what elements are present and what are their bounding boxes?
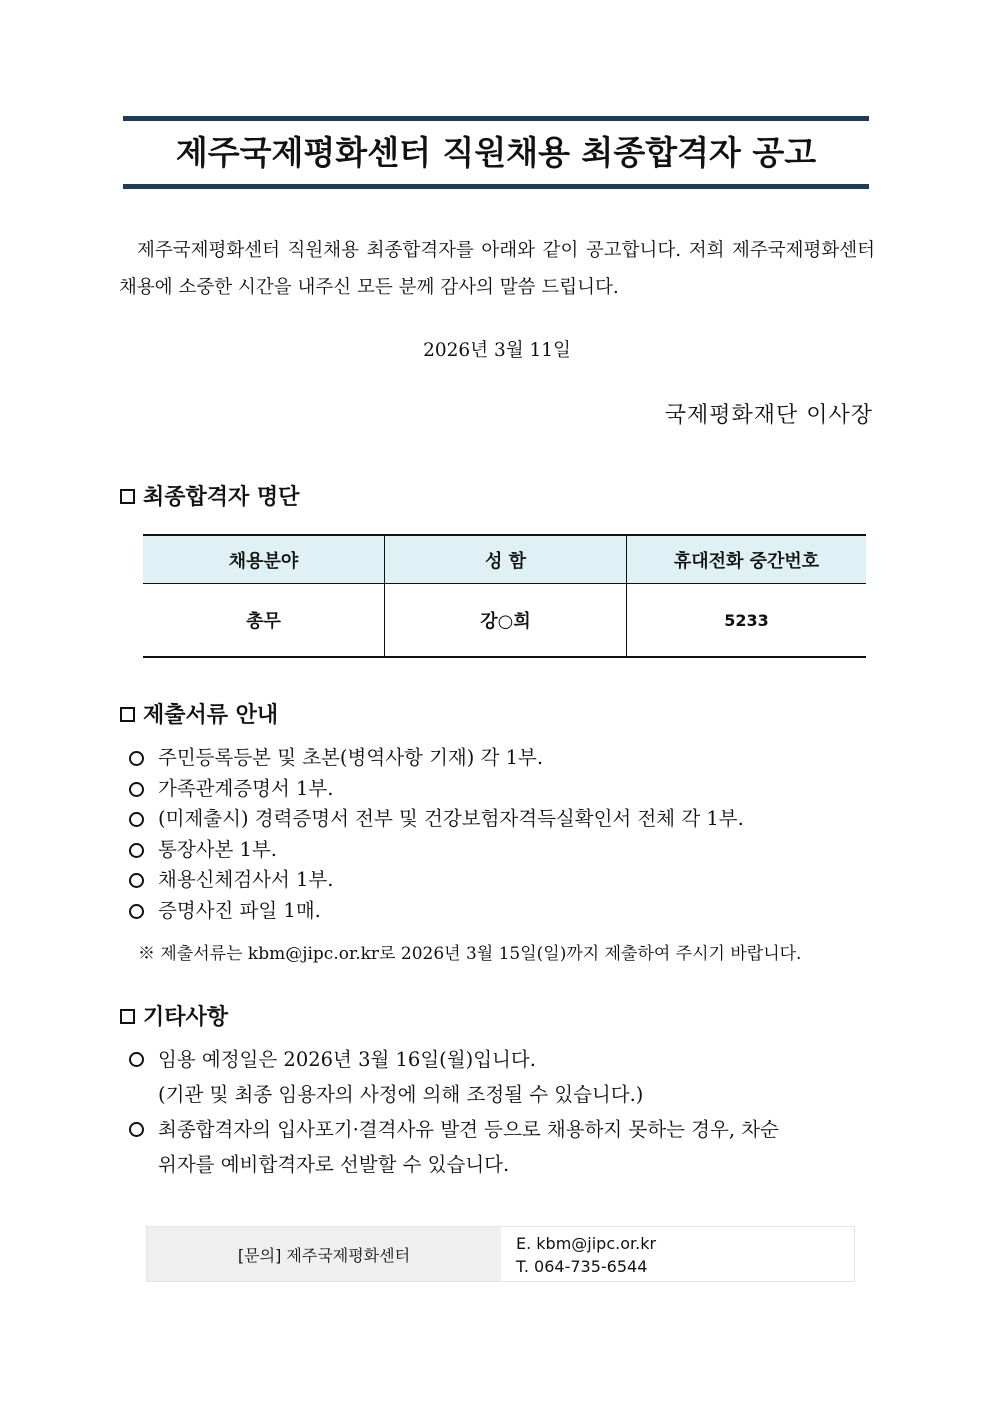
circle-outline-icon (129, 843, 144, 858)
title-top-rule (123, 116, 869, 121)
square-outline-icon (120, 1009, 135, 1024)
documents-heading-text: 제출서류 안내 (143, 703, 279, 728)
circle-outline-icon (129, 782, 144, 797)
results-section-heading (120, 482, 299, 514)
contact-phone: T. 064-735-6544 (516, 1257, 648, 1276)
documents-section-heading (120, 700, 278, 732)
cell-field: 총무 (143, 584, 385, 658)
cell-phone-mid: 5233 (627, 584, 867, 658)
column-header-name: 성 함 (385, 535, 627, 584)
announcement-date: 2026년 3월 11일 (423, 340, 571, 361)
list-item: 최종합격자의 입사포기·결격사유 발견 등으로 채용하지 못하는 경우, 차순 위자를 예비합격자로 선발할 수 있습니다. (128, 1112, 874, 1182)
intro-paragraph: 제주국제평화센터 직원채용 최종합격자를 아래와 같이 공고합니다. 저희 제주국제평화센터 채용에 소중한 시간을 내주신 모든 분께 감사의 말씀 드립니다. (119, 240, 875, 298)
results-heading-text: 최종합격자 명단 (143, 485, 300, 510)
circle-outline-icon (129, 1052, 144, 1067)
circle-outline-icon (129, 1122, 144, 1137)
submission-note: ※ 제출서류는 kbm@jipc.or.kr로 2026년 3월 15일(일)까지 제출하여 주시기 바랍니다. (138, 944, 802, 964)
contact-email: E. kbm@jipc.or.kr (516, 1234, 657, 1253)
table-row (143, 584, 866, 658)
list-item: 통장사본 1부. (128, 835, 874, 866)
documents-list (128, 743, 874, 926)
list-item: 주민등록등본 및 초본(병역사항 기재) 각 1부. (128, 743, 874, 774)
contact-box (146, 1226, 855, 1282)
circle-outline-icon (129, 812, 144, 827)
etc-section-heading (120, 1002, 228, 1034)
results-table-header-row (143, 535, 866, 584)
circle-outline-icon (129, 904, 144, 919)
signer: 국제평화재단 이사장 (664, 403, 873, 428)
page-title: 제주국제평화센터 직원채용 최종합격자 공고 (175, 133, 817, 172)
etc-heading-text: 기타사항 (143, 1005, 229, 1030)
square-outline-icon (120, 707, 135, 722)
list-item: 증명사진 파일 1매. (128, 896, 874, 927)
cell-name: 강○희 (385, 584, 627, 658)
list-item: 임용 예정일은 2026년 3월 16일(월)입니다. (기관 및 최종 임용자의 사정에 의해 조정될 수 있습니다.) (128, 1042, 874, 1112)
list-item: 가족관계증명서 1부. (128, 774, 874, 805)
list-item: (미제출시) 경력증명서 전부 및 건강보험자격득실확인서 전체 각 1부. (128, 804, 874, 835)
square-outline-icon (120, 489, 135, 504)
title-bottom-rule (123, 184, 869, 189)
list-item: 채용신체검사서 1부. (128, 865, 874, 896)
etc-list (128, 1042, 874, 1182)
circle-outline-icon (129, 873, 144, 888)
contact-label: [문의] 제주국제평화센터 (147, 1227, 501, 1281)
contact-info (501, 1227, 854, 1281)
results-table (143, 534, 866, 658)
column-header-phone: 휴대전화 중간번호 (627, 535, 867, 584)
column-header-field: 채용분야 (143, 535, 385, 584)
circle-outline-icon (129, 751, 144, 766)
